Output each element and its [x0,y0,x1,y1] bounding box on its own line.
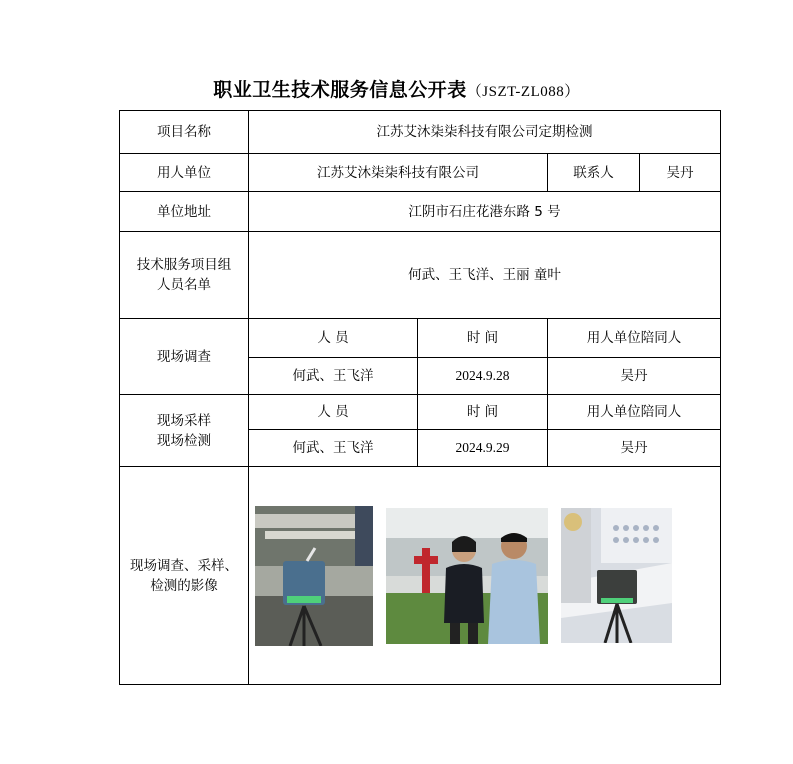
employer-value: 江苏艾沐柒柒科技有限公司 [249,154,548,192]
images-label: 现场调查、采样、检测的影像 [120,467,249,685]
sampling-header-date: 时 间 [418,395,548,430]
address-value: 江阴市石庄花港东路 5 号 [249,192,721,232]
contact-value: 吴丹 [640,154,721,192]
images-row [120,467,721,685]
sampling-instrument-photo [255,506,373,646]
address-label: 单位地址 [120,192,249,232]
project-value: 江苏艾沐柒柒科技有限公司定期检测 [249,111,721,154]
page-title [0,75,793,102]
sampling-header-personnel: 人 员 [249,395,418,430]
employer-row [120,154,721,192]
team-members-photo [386,508,548,644]
sampling-personnel: 何武、王飞洋 [249,430,418,467]
survey-personnel: 何武、王飞洋 [249,358,418,395]
survey-header-escort: 用人单位陪同人 [548,319,721,358]
project-row [120,111,721,154]
sampling-label [120,395,249,467]
contact-label: 联系人 [548,154,640,192]
sampling-header-row [120,395,721,430]
team-value: 何武、王飞洋、王丽 童叶 [249,232,721,319]
info-table [119,110,721,685]
sampling-label-line1: 现场采样 [157,412,211,429]
workshop-detection-photo [561,508,672,643]
survey-label: 现场调查 [120,319,249,395]
survey-escort: 吴丹 [548,358,721,395]
survey-header-date: 时 间 [418,319,548,358]
survey-date: 2024.9.28 [418,358,548,395]
employer-label: 用人单位 [120,154,249,192]
project-label: 项目名称 [120,111,249,154]
address-row [120,192,721,232]
images-cell [249,467,721,685]
sampling-date: 2024.9.29 [418,430,548,467]
team-row [120,232,721,319]
team-label: 技术服务项目组人员名单 [120,232,249,319]
sampling-label-line2: 现场检测 [157,432,211,449]
title-main: 职业卫生技术服务信息公开表 [213,79,467,101]
sampling-header-escort: 用人单位陪同人 [548,395,721,430]
survey-header-personnel: 人 员 [249,319,418,358]
sampling-escort: 吴丹 [548,430,721,467]
title-code: （JSZT-ZL088） [466,84,580,100]
survey-header-row [120,319,721,358]
